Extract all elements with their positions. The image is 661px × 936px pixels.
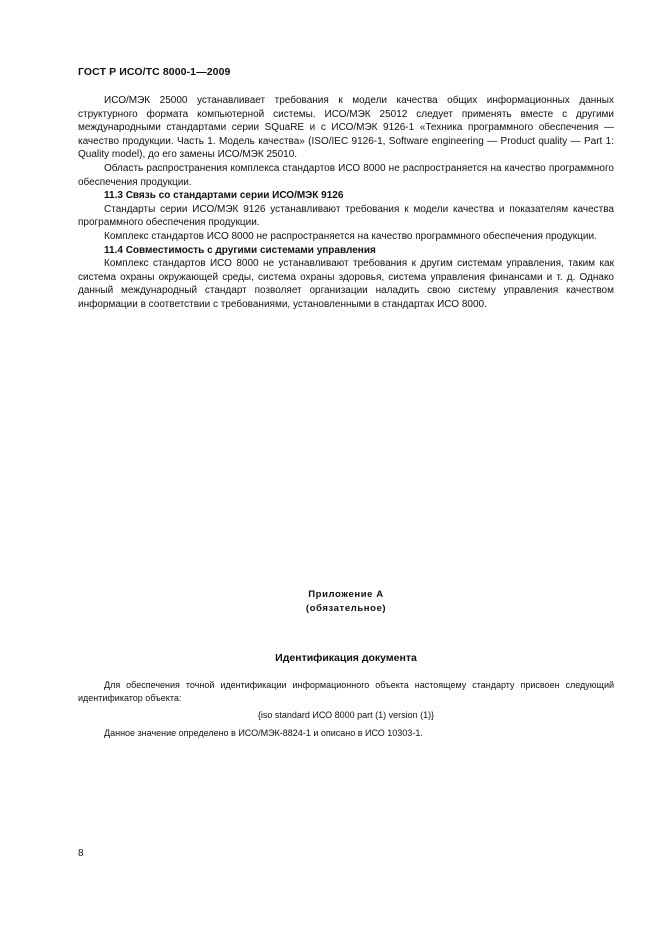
main-body [78,94,614,312]
document-header-code: ГОСТ Р ИСО/ТС 8000-1—2009 [78,66,231,78]
object-identifier: {iso standard ИСО 8000 part (1) version (1)} [257,710,435,720]
paragraph-iso-25000: ИСО/МЭК 25000 устанавливает требования к модели качества общих информационных данных структурного формата компьютерной системы. ИСО/МЭК 25012 следует применять вместе с другими международными стандартами серии SQuaRE и с ИСО/МЭК 9126-1 «Техника программного обеспечения — качество продукции. Часть 1. Модель качества» (ISO/IEC 9126-1, Software engineering — Product quality — Part 1: Quality model), до его замены ИСО/МЭК 25010. [78,95,614,161]
appendix-intro: Для обеспечения точной идентификации информационного объекта настоящему стандарту присвоен следующий идентификатор объекта: [78,680,614,703]
appendix-note: Данное значение определено в ИСО/МЭК-8824-1 и описано в ИСО 10303-1. [104,728,423,738]
section-heading-11-3: 11.3 Связь со стандартами серии ИСО/МЭК 9126 [104,190,344,202]
paragraph-scope-software: Область распространения комплекса стандартов ИСО 8000 не распространяется на качество программного обеспечения продукции. [78,162,614,188]
appendix-title: Приложение А [308,589,384,600]
appendix-intro-block [78,679,614,704]
section-heading-11-4: 11.4 Совместимость с другими системами управления [104,244,376,256]
paragraph-iso-9126: Стандарты серии ИСО/МЭК 9126 устанавливают требования к модели качества и показателям качества программного обеспечения продукции. [78,203,614,229]
appendix-status: (обязательное) [305,603,387,614]
appendix-heading: Идентификация документа [275,652,417,664]
page-number: 8 [78,848,84,859]
appendix-note-block [78,727,614,740]
paragraph-management-systems: Комплекс стандартов ИСО 8000 не устанавливают требования к другим системам управления, таким как система охраны окружающей среды, система охраны здоровья, система управления финансами и т. д. Однако данный международный стандарт позволяет организации наладить свою систему управления качеством информации в соответствии с требованиями, установленными в стандартах ИСО 8000. [78,258,614,310]
paragraph-iso-8000-scope: Комплекс стандартов ИСО 8000 не распространяется на качество программного обеспечения продукции. [104,230,597,242]
